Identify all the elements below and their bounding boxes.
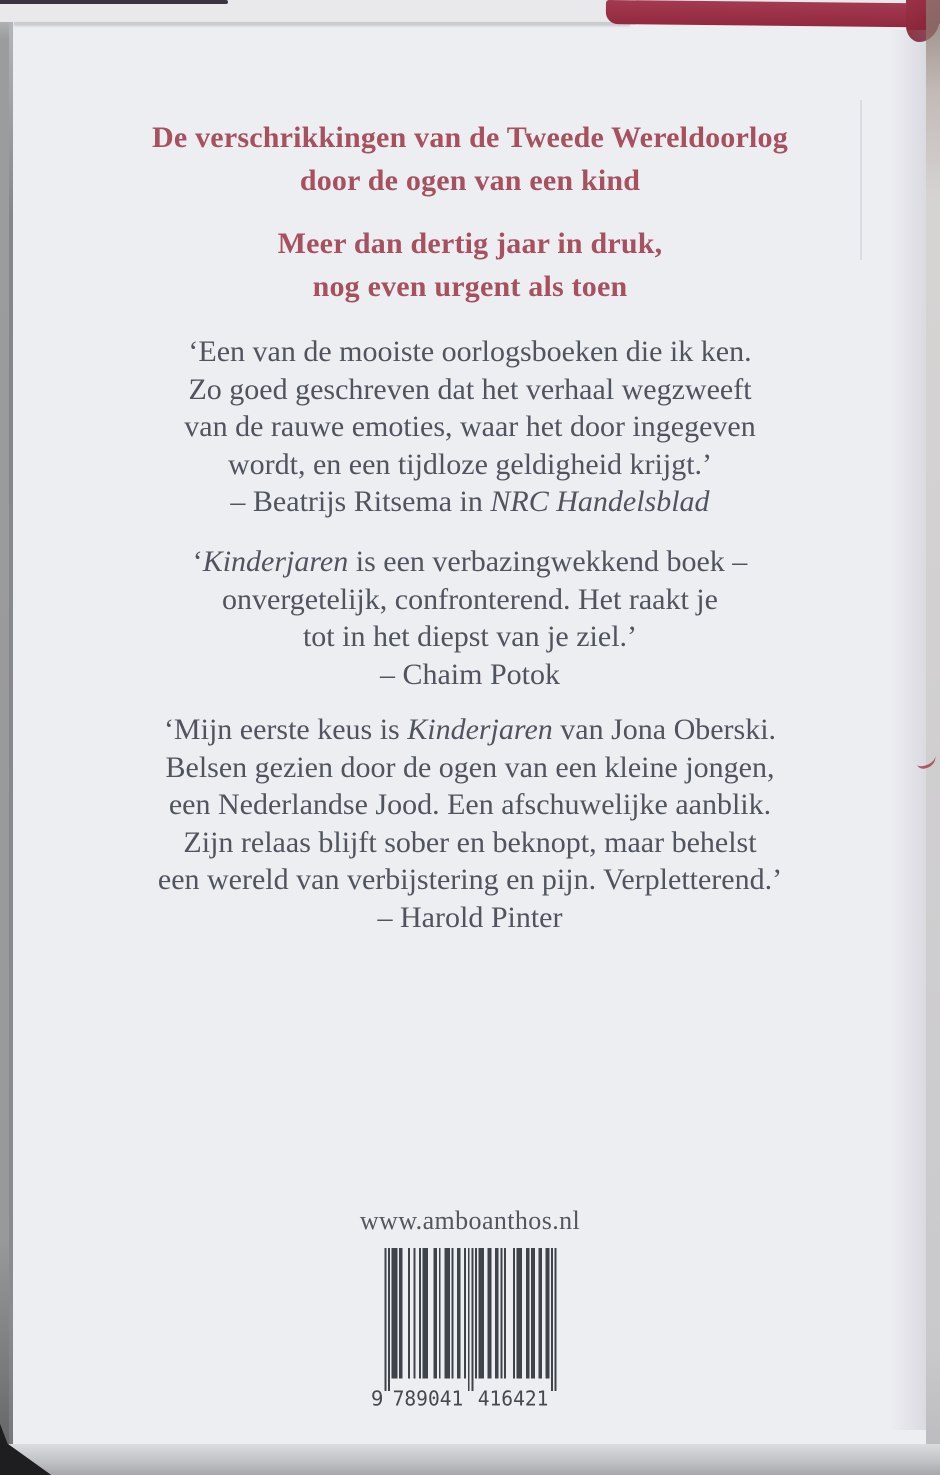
text-segment: van de rauwe emoties, waar het door ingegeven bbox=[184, 410, 756, 443]
text-line bbox=[14, 711, 926, 749]
text-line bbox=[14, 581, 926, 619]
text-segment: – Chaim Potok bbox=[379, 657, 560, 691]
text-line bbox=[14, 861, 926, 899]
text-segment: onvergetelijk, confronterend. Het raakt je bbox=[222, 582, 718, 616]
text-line bbox=[14, 749, 926, 787]
text-segment: – Beatrijs Ritsema in bbox=[230, 485, 491, 518]
svg-text:9: 9 bbox=[370, 1386, 384, 1411]
text-line bbox=[14, 618, 926, 656]
text-segment: ‘ bbox=[192, 545, 203, 578]
text-segment: een Nederlandse Jood. Een afschuwelijke aanblik. bbox=[168, 788, 772, 821]
text-line: door de ogen van een kind bbox=[299, 164, 641, 197]
book-title-italic: Kinderjaren bbox=[202, 545, 349, 578]
text-line bbox=[14, 446, 926, 484]
text-segment: van Jona Oberski. bbox=[552, 713, 777, 746]
text-line bbox=[14, 824, 926, 862]
text-line: De verschrikkingen van de Tweede Wereldoorlog bbox=[152, 121, 788, 154]
barcode-bars bbox=[370, 1248, 562, 1411]
text-line: Meer dan dertig jaar in druk, bbox=[277, 227, 663, 260]
review-quote-harold-pinter bbox=[14, 711, 926, 936]
review-quote-chaim-potok bbox=[14, 543, 926, 693]
scan-left-page-edge-line bbox=[9, 18, 13, 1475]
page-top-edge-shadow bbox=[14, 22, 630, 25]
text-segment: Zo goed geschreven dat het verhaal wegzweeft bbox=[188, 372, 752, 406]
text-segment: tot in het diepst van je ziel.’ bbox=[302, 620, 638, 653]
text-segment: is een verbazingwekkend boek – bbox=[348, 545, 748, 578]
text-segment: Zijn relaas blijft sober en beknopt, maar behelst bbox=[183, 825, 757, 859]
review-quote-nrc-handelsblad bbox=[14, 333, 926, 521]
text-segment: een wereld van verbijstering en pijn. Verpletterend.’ bbox=[157, 863, 783, 896]
text-segment: – Harold Pinter bbox=[377, 900, 563, 934]
scan-left-spine-edge bbox=[0, 0, 9, 1475]
book-title-italic: NRC Handelsblad bbox=[490, 485, 710, 518]
isbn-digits bbox=[371, 1387, 548, 1411]
book-title-italic: Kinderjaren bbox=[407, 713, 553, 746]
cover-red-edge-band bbox=[606, 0, 940, 28]
text-line bbox=[14, 786, 926, 824]
text-line bbox=[14, 408, 926, 446]
text-line bbox=[14, 333, 926, 371]
text-segment: ‘Een van de mooiste oorlogsboeken die ik ken. bbox=[188, 335, 752, 368]
scan-right-edge-shade bbox=[926, 0, 940, 1475]
scan-bottom-margin bbox=[0, 1444, 940, 1475]
isbn-barcode bbox=[370, 1248, 570, 1416]
text-line bbox=[14, 483, 926, 521]
text-line bbox=[14, 371, 926, 409]
publisher-website: www.amboanthos.nl bbox=[359, 1206, 581, 1235]
text-segment: wordt, en een tijdloze geldigheid krijgt.’ bbox=[227, 447, 713, 481]
text-line bbox=[14, 656, 926, 694]
text-segment: Belsen gezien door de ogen van een kleine jongen, bbox=[165, 750, 775, 784]
tagline bbox=[14, 116, 926, 202]
text-segment: ‘Mijn eerste keus is bbox=[163, 713, 408, 746]
subtagline bbox=[14, 222, 926, 308]
text-line bbox=[14, 899, 926, 937]
text-line: nog even urgent als toen bbox=[312, 270, 628, 303]
svg-text:789041: 789041 bbox=[392, 1386, 464, 1411]
text-line bbox=[14, 543, 926, 581]
scan-top-dark-line bbox=[0, 0, 228, 4]
svg-text:416421: 416421 bbox=[477, 1386, 549, 1411]
